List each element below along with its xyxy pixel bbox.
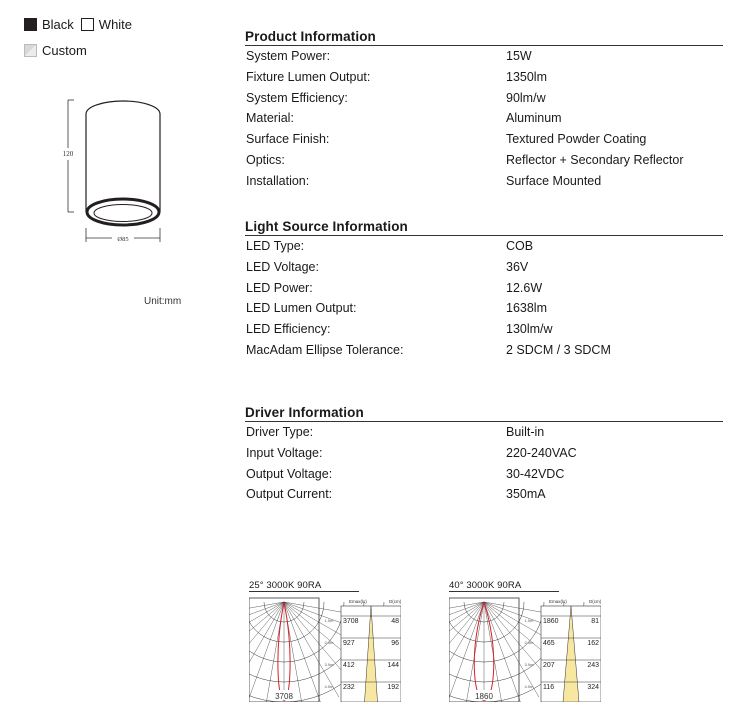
black-swatch[interactable] <box>24 18 37 31</box>
spec-row <box>245 46 723 67</box>
spec-row <box>245 88 723 109</box>
spec-key: Surface Finish: <box>246 132 330 147</box>
spec-row <box>245 150 723 171</box>
diameter-value: 144 <box>387 662 399 669</box>
photometric-caption: 25° 3000K 90RA <box>249 580 359 592</box>
unit-label: Unit:mm <box>144 296 182 307</box>
spec-row <box>245 108 723 129</box>
distance-label: 1.0m <box>524 618 534 623</box>
spec-value: 220-240VAC <box>506 445 577 460</box>
spec-value: COB <box>506 239 534 253</box>
custom-option <box>24 43 87 58</box>
distance-label: 3.0m <box>524 662 534 667</box>
spec-value: 12.6W <box>506 280 543 295</box>
photometric-diagram <box>249 592 401 702</box>
spec-rows <box>245 422 723 505</box>
custom-label: Custom <box>42 43 87 58</box>
height-label: 120 <box>62 150 74 158</box>
black-label: Black <box>42 17 74 32</box>
photometric-diagram <box>449 592 601 702</box>
lux-value: 232 <box>343 684 355 691</box>
lux-value: 116 <box>543 684 555 691</box>
spec-value: Aluminum <box>506 111 562 126</box>
spec-row <box>245 257 723 278</box>
diameter-value: 162 <box>587 640 599 647</box>
spec-key: MacAdam Ellipse Tolerance: <box>246 342 404 357</box>
color-options <box>24 17 132 32</box>
white-label: White <box>98 17 133 32</box>
section-title: Product Information <box>245 29 723 46</box>
product-dimension-drawing <box>58 92 168 252</box>
photometric-25deg <box>249 580 401 705</box>
lux-value: 927 <box>343 640 355 647</box>
spec-key: Output Voltage: <box>246 466 333 481</box>
spec-rows <box>245 46 723 192</box>
spec-row <box>245 236 723 257</box>
light-source-information-section <box>245 219 723 361</box>
emax-header: Emax(lx) <box>549 599 567 604</box>
diameter-value: 243 <box>587 662 599 669</box>
spec-row <box>245 484 723 505</box>
spec-key: Fixture Lumen Output: <box>246 69 371 84</box>
width-label: Ø85 <box>117 236 129 243</box>
spec-row <box>245 319 723 340</box>
spec-row <box>245 171 723 192</box>
spec-row <box>245 422 723 443</box>
emax-header: Emax(lx) <box>349 599 367 604</box>
section-title: Driver Information <box>245 405 723 422</box>
spec-key: Driver Type: <box>246 425 314 439</box>
lux-value: 207 <box>543 662 555 669</box>
spec-value: 2 SDCM / 3 SDCM <box>506 342 611 357</box>
spec-value: Built-in <box>506 425 545 439</box>
spec-value: 1638lm <box>506 301 547 316</box>
spec-key: Optics: <box>246 152 285 167</box>
diameter-header: D(cm) <box>389 599 401 604</box>
spec-key: LED Lumen Output: <box>246 301 357 316</box>
spec-key: LED Voltage: <box>246 259 319 274</box>
spec-value: 350mA <box>506 487 546 502</box>
spec-value: Surface Mounted <box>506 173 602 188</box>
photometric-caption: 40° 3000K 90RA <box>449 580 559 592</box>
spec-key: Output Current: <box>246 487 333 502</box>
lux-value: 3708 <box>343 618 359 625</box>
spec-row <box>245 443 723 464</box>
spec-key: LED Power: <box>246 280 313 295</box>
spec-key: Input Voltage: <box>246 445 323 460</box>
spec-key: LED Type: <box>246 239 305 253</box>
driver-information-section <box>245 405 723 505</box>
distance-label: 4.0m <box>324 684 334 689</box>
spec-key: Material: <box>246 111 294 126</box>
spec-key: LED Efficiency: <box>246 322 331 337</box>
spec-value: 90lm/w <box>506 90 546 105</box>
distance-label: 4.0m <box>524 684 534 689</box>
spec-value: 1350lm <box>506 69 547 84</box>
lux-value: 465 <box>543 640 555 647</box>
spec-row <box>245 67 723 88</box>
spec-value: Reflector + Secondary Reflector <box>506 152 684 167</box>
diameter-value: 192 <box>387 684 399 691</box>
spec-value: 130lm/w <box>506 322 553 337</box>
distance-label: 3.0m <box>324 662 334 667</box>
spec-value: 15W <box>506 49 532 63</box>
custom-swatch[interactable] <box>24 44 37 57</box>
distance-label: 2.0m <box>324 640 334 645</box>
spec-key: System Power: <box>246 49 331 63</box>
spec-value: 30-42VDC <box>506 466 565 481</box>
diameter-value: 96 <box>391 640 399 647</box>
product-information-section <box>245 29 723 192</box>
diameter-value: 324 <box>587 684 599 691</box>
spec-rows <box>245 236 723 361</box>
peak-value: 3708 <box>275 692 293 701</box>
diameter-value: 48 <box>391 618 399 625</box>
diameter-value: 81 <box>591 618 599 625</box>
white-swatch[interactable] <box>81 18 94 31</box>
photometric-40deg <box>449 580 601 705</box>
spec-key: System Efficiency: <box>246 90 348 105</box>
spec-row <box>245 129 723 150</box>
spec-row <box>245 298 723 319</box>
lux-value: 412 <box>343 662 355 669</box>
diameter-header: D(cm) <box>589 599 601 604</box>
spec-row <box>245 278 723 299</box>
distance-label: 2.0m <box>524 640 534 645</box>
spec-row <box>245 464 723 485</box>
distance-label: 1.0m <box>324 618 334 623</box>
spec-row <box>245 340 723 361</box>
section-title: Light Source Information <box>245 219 723 236</box>
spec-key: Installation: <box>246 173 310 188</box>
spec-value: Textured Powder Coating <box>506 132 647 147</box>
peak-value: 1860 <box>475 692 493 701</box>
lux-value: 1860 <box>543 618 559 625</box>
spec-value: 36V <box>506 259 529 274</box>
